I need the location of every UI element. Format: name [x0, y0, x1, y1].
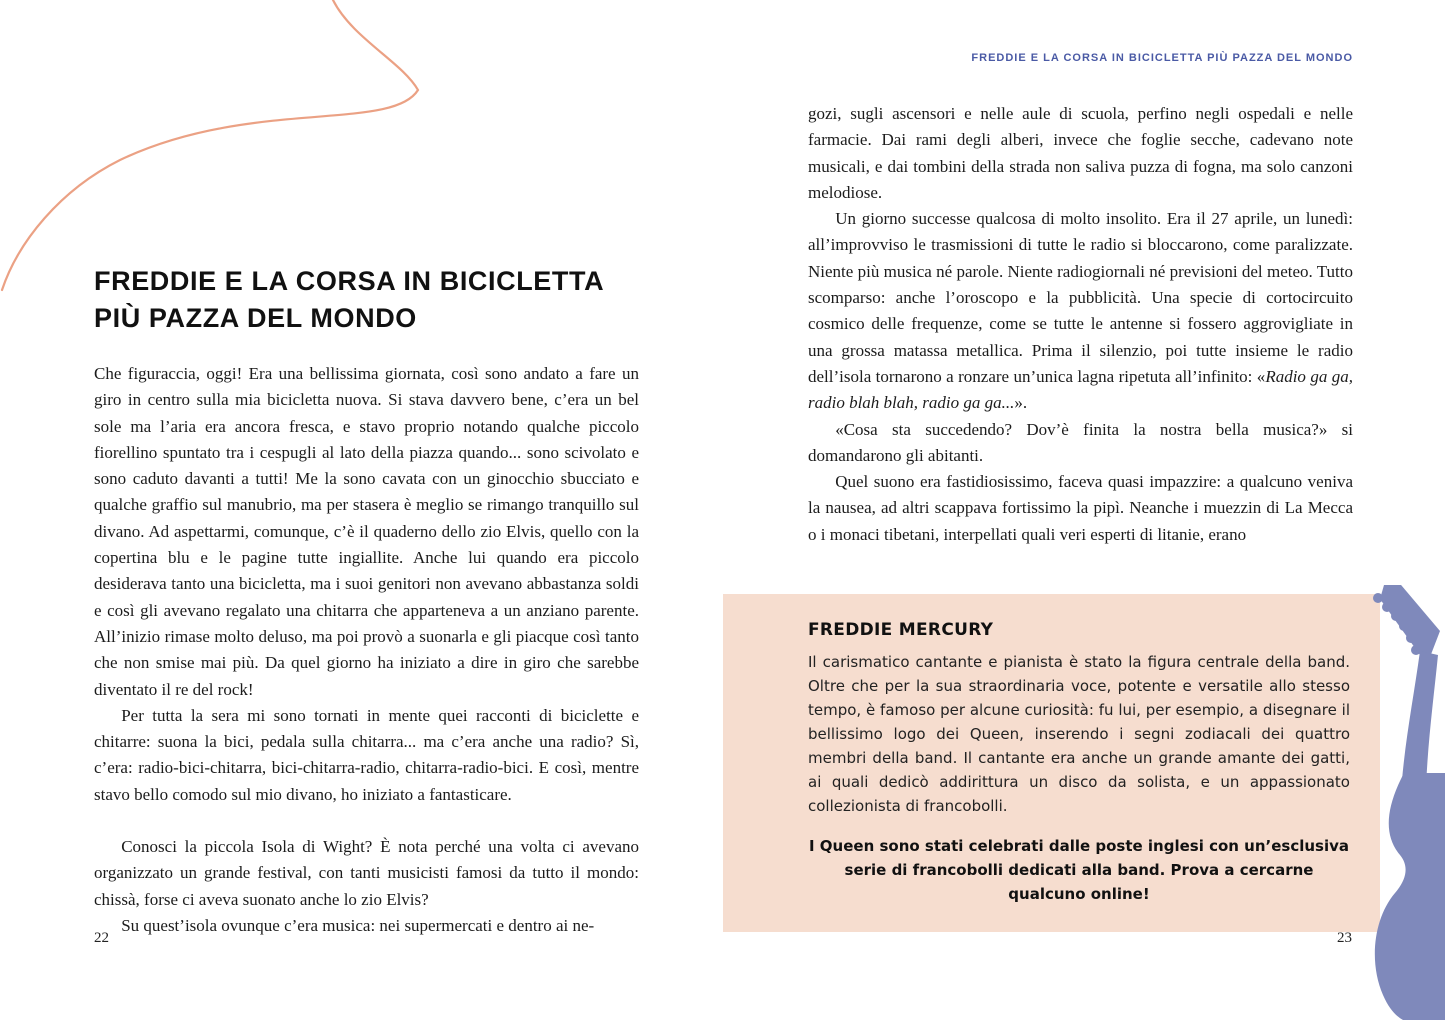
page-number-left: 22 [94, 930, 109, 946]
paragraph: Conosci la piccola Isola di Wight? È nota perché una volta ci avevano organizzato un grande festival, con tanti musicisti famosi da tutto il mondo: chissà, forse ci aveva suonato anche lo zio Elvis? [94, 837, 639, 909]
paragraph: Che figuraccia, oggi! Era una bellissima giornata, così sono andato a fare un giro in centro sulla mia bicicletta nuova. Si stava davvero bene, c’era un bel sole ma l’aria era ancora fresca, e stavo proprio notando qualche piccolo fiorellino spuntato tra i cespugli al lato della piazza quando... sono scivolato e sono caduto davanti a tutti! Me la sono cavata con un ginocchio sbucciato e qualche graffio sul manubrio, ma per stasera è meglio se rimango tranquillo sul divano. Ad aspettarmi, comunque, c’è il quaderno dello zio Elvis, quello con la copertina blu e le pagine tutte ingiallite. Anche lui quando era piccolo desiderava tanto una bicicletta, ma i suoi genitori non avevano abbastanza soldi e così gli avevano regalato una chitarra che apparteneva a un anziano parente. All’inizio rimase molto deluso, ma poi provò a suonarla e gli piacque così tanto che non smise mai più. Da quel giorno ha iniziato a dire in giro che sarebbe diventato il re del rock! [94, 364, 639, 699]
chapter-title [94, 263, 639, 337]
guitar-body [1375, 773, 1445, 1020]
left-page [94, 263, 639, 939]
paragraph: gozi, sugli ascensori e nelle aule di scuola, perfino negli ospedali e nelle farmacie. Dai rami degli alberi, invece che foglie secche, cadevano note musicali, e dai tombini della strada non saliva puzza di fogna, ma solo canzoni melodiose. [808, 104, 1353, 202]
guitar-headstock [1380, 585, 1440, 657]
paragraph: Per tutta la sera mi sono tornati in mente quei racconti di biciclette e chitarre: suona la bici, pedala sulla chitarra... ma c’era anche una radio? Sì, c’era: radio-bici-chitarra, bici-chitarra-radio, chitarra-radio-bici. E così, mentre stavo bello comodo sul mio divano, ho iniziato a fantasticare. [94, 705, 639, 804]
page-number-right: 23 [1337, 930, 1352, 946]
paragraph: Quel suono era fastidiosissimo, faceva quasi impazzire: a qualcuno veniva la nausea, ad altri scappava fortissimo la pipì. Neanche i muezzin di La Mecca o i monaci tibetani, interpellati quali veri esperti di litanie, erano [808, 472, 1353, 544]
paragraph: Un giorno successe qualcosa di molto insolito. Era il 27 aprile, un lunedì: all’improvviso le trasmissioni di tutte le radio si bloccarono, come paralizzate. Niente più musica né parole. Niente radiogiornali né previsioni del meteo. Tutto scomparso: anche l’oroscopo e la pubblicità. Una specie di cortocircuito cosmico delle frequenze, come se tutte le antenne si fossero aggrovigliate in una grossa matassa metallica. Prima il silenzio, poi tutte insieme le radio dell’isola tornarono a ronzare un’unica lagna ripetuta all’infinito: «Radio ga ga, radio blah blah, radio ga ga...». [808, 209, 1353, 413]
right-page-body [808, 101, 1353, 548]
infobox-body: Il carismatico cantante e pianista è stato la figura centrale della band. Oltre che per la sua straordinaria voce, potente e versatile allo stesso tempo, è famoso per alcune curiosità: fu lui, per esempio, a disegnare il bellissimo logo dei Queen, inserendo i segni zodiacali dei quattro membri della band. Il cantante era anche un grande amante dei gatti, ai quali dedicò addirittura un disco da solista, e un appassionato collezionista di francobolli. [808, 653, 1350, 815]
left-page-body [94, 361, 639, 939]
running-header: FREDDIE E LA CORSA IN BICICLETTA PIÙ PAZZA DEL MONDO [971, 52, 1353, 64]
freddie-mercury-infobox [723, 594, 1380, 932]
guitar-neck [1402, 651, 1438, 787]
chapter-title-line1: FREDDIE E LA CORSA IN BICICLETTA [94, 266, 605, 296]
infobox-highlight: I Queen sono stati celebrati dalle poste inglesi con un’esclusiva serie di francobolli dedicati alla band. Prova a cercarne qualcuno online! [808, 837, 1350, 903]
infobox-title: FREDDIE MERCURY [808, 620, 994, 640]
guitar-silhouette-icon [1356, 585, 1445, 1020]
paragraph: «Cosa sta succedendo? Dov’è finita la nostra bella musica?» si domandarono gli abitanti. [808, 419, 1353, 465]
chapter-title-line2: PIÙ PAZZA DEL MONDO [94, 303, 417, 333]
paragraph: Su quest’isola ovunque c’era musica: nei supermercati e dentro ai ne- [121, 915, 595, 935]
